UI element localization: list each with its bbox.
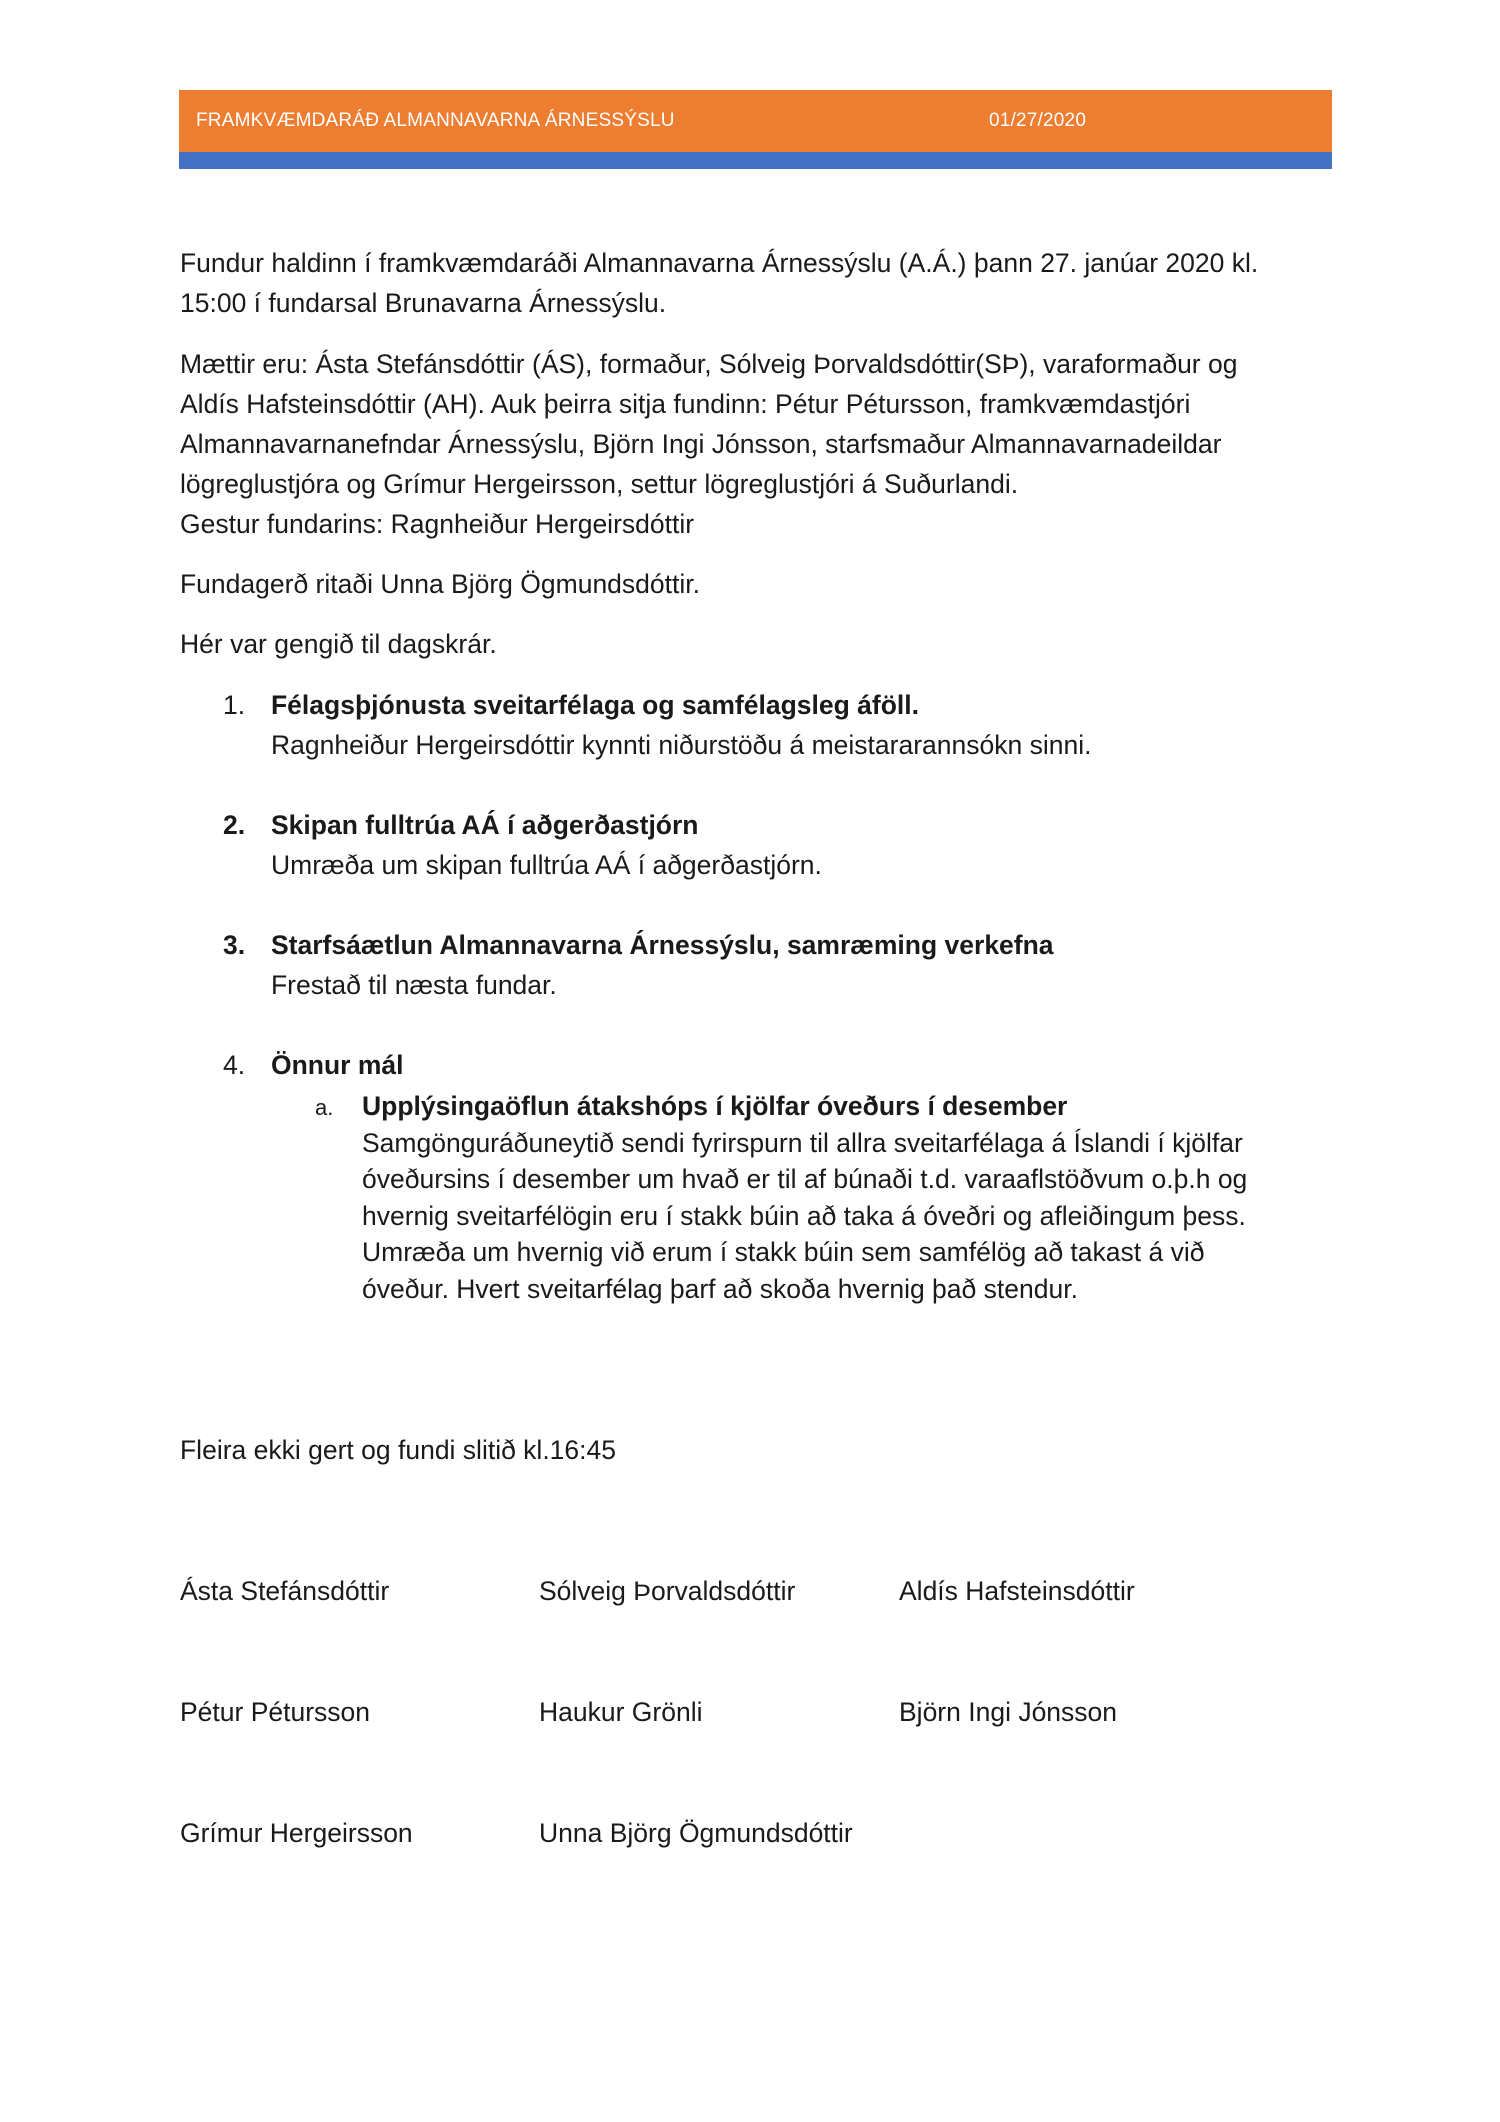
agenda-text: Ragnheiður Hergeirsdóttir kynnti niðurstöðu á meistararannsókn sinni. — [271, 730, 1092, 760]
page-header — [179, 90, 1332, 152]
attendance-paragraph — [180, 344, 1330, 504]
signature-name: Björn Ingi Jónsson — [899, 1697, 1118, 1727]
subitem-letter: a. — [315, 1095, 334, 1120]
agenda-text: Umræða um skipan fulltrúa AÁ í aðgerðastjórn. — [271, 850, 822, 880]
signature-name: Sólveig Þorvaldsdóttir — [539, 1576, 796, 1606]
intro-line: 15:00 í fundarsal Brunavarna Árnessýslu. — [180, 288, 667, 318]
signature-name: Unna Björg Ögmundsdóttir — [539, 1818, 853, 1848]
header-date: 01/27/2020 — [989, 110, 1087, 131]
attendance-line: Mættir eru: Ásta Stefánsdóttir (ÁS), formaður, Sólveig Þorvaldsdóttir(SÞ), varaformaður og — [180, 349, 1238, 379]
subitem-line: óveður. Hvert sveitarfélag þarf að skoða hvernig það stendur. — [362, 1273, 1078, 1304]
header-title: FRAMKVÆMDARÁÐ ALMANNAVARNA ÁRNESSÝSLU — [196, 110, 675, 131]
attendance-line: lögreglustjóra og Grímur Hergeirsson, settur lögreglustjóri á Suðurlandi. — [180, 469, 1019, 499]
agenda-title: Starfsáætlun Almannavarna Árnessýslu, samræming verkefna — [271, 930, 1054, 960]
agenda-number: 2. — [223, 810, 246, 840]
attendance-line: Aldís Hafsteinsdóttir (AH). Auk þeirra sitja fundinn: Pétur Pétursson, framkvæmdastjóri — [180, 389, 1191, 419]
agenda-title: Skipan fulltrúa AÁ í aðgerðastjórn — [271, 810, 699, 840]
agenda-number: 3. — [223, 930, 246, 960]
subitem-line: Umræða um hvernig við erum í stakk búin sem samfélög að takast á við — [362, 1237, 1205, 1267]
agenda-title: Önnur mál — [271, 1050, 404, 1080]
agenda-text: Frestað til næsta fundar. — [271, 970, 557, 1000]
guest-line: Gestur fundarins: Ragnheiður Hergeirsdóttir — [180, 509, 695, 539]
intro-paragraph — [180, 243, 1330, 323]
subitem-line: óveðursins í desember um hvað er til af búnaði t.d. varaaflstöðvum o.þ.h og — [362, 1164, 1248, 1194]
subitem-line: Samgönguráðuneytið sendi fyrirspurn til allra sveitarfélaga á Íslandi í kjölfar — [362, 1127, 1243, 1158]
subitem-line: hvernig sveitarfélögin eru í stakk búin að taka á óveðri og afleiðingum þess. — [362, 1200, 1246, 1231]
agenda-number: 1. — [223, 690, 246, 720]
header-underline — [179, 152, 1332, 169]
signature-name: Grímur Hergeirsson — [180, 1818, 413, 1848]
agenda-intro: Hér var gengið til dagskrár. — [180, 629, 497, 659]
signature-name: Pétur Pétursson — [180, 1697, 371, 1727]
agenda-number: 4. — [223, 1050, 246, 1080]
intro-line: Fundur haldinn í framkvæmdaráði Almannavarna Árnessýslu (A.Á.) þann 27. janúar 2020 kl. — [180, 248, 1259, 278]
signature-name: Ásta Stefánsdóttir — [180, 1576, 390, 1606]
agenda-title: Félagsþjónusta sveitarfélaga og samfélagsleg áföll. — [271, 690, 919, 720]
signature-name: Haukur Grönli — [539, 1697, 703, 1727]
minutes-writer: Fundagerð ritaði Unna Björg Ögmundsdóttir. — [180, 569, 700, 599]
attendance-line: Almannavarnanefndar Árnessýslu, Björn Ingi Jónsson, starfsmaður Almannavarnadeildar — [180, 429, 1222, 459]
subitem-title: Upplýsingaöflun átakshóps í kjölfar óveðurs í desember — [362, 1091, 1068, 1121]
signature-name: Aldís Hafsteinsdóttir — [899, 1576, 1135, 1606]
closing-line: Fleira ekki gert og fundi slitið kl.16:45 — [180, 1435, 616, 1465]
